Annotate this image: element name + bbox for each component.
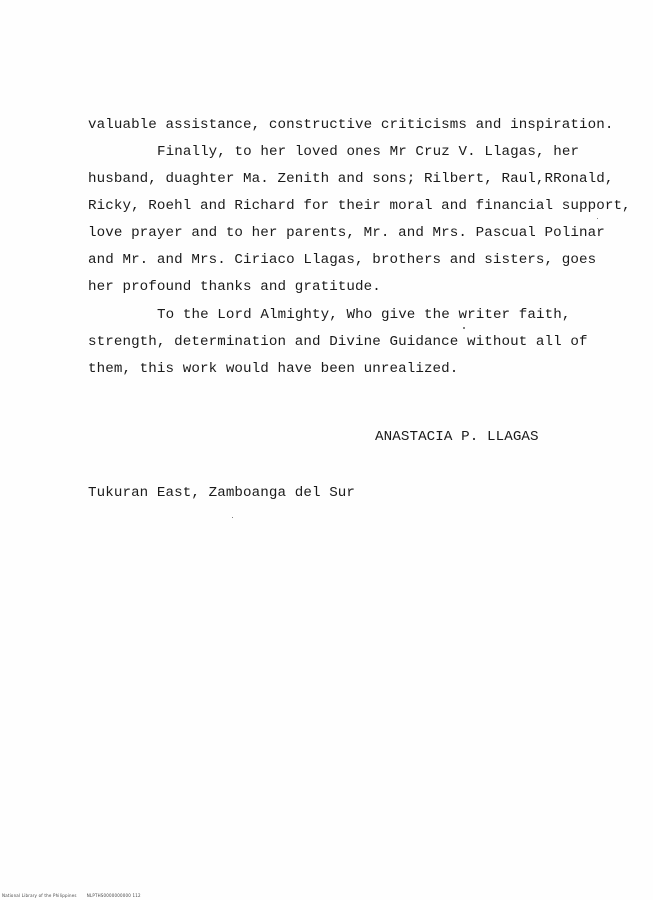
scan-speck: [463, 327, 465, 329]
scan-speck: [232, 517, 233, 518]
footer-library: National Library of the Philippines: [2, 893, 77, 898]
footer-code: NLPTHS0000000000 112: [86, 893, 141, 898]
body-line-2: Finally, to her loved ones Mr Cruz V. Llagas, her: [157, 144, 580, 160]
body-line-10: them, this work would have been unrealized.: [88, 361, 459, 377]
location-line: Tukuran East, Zamboanga del Sur: [88, 485, 356, 501]
scan-footer: [2, 893, 141, 898]
body-line-7: her profound thanks and gratitude.: [88, 279, 381, 295]
scan-speck: [597, 218, 598, 219]
body-line-6: and Mr. and Mrs. Ciriaco Llagas, brothers and sisters, goes: [88, 252, 597, 268]
body-line-4: Ricky, Roehl and Richard for their moral and financial support,: [88, 198, 631, 214]
body-line-3: husband, duaghter Ma. Zenith and sons; Rilbert, Raul,RRonald,: [88, 171, 614, 187]
body-line-5: love prayer and to her parents, Mr. and Mrs. Pascual Polinar: [88, 225, 605, 241]
body-line-8: To the Lord Almighty, Who give the writer faith,: [157, 307, 571, 323]
signature-name: ANASTACIA P. LLAGAS: [375, 429, 539, 445]
body-line-9: strength, determination and Divine Guidance without all of: [88, 334, 588, 350]
body-line-1: valuable assistance, constructive criticisms and inspiration.: [88, 117, 614, 133]
